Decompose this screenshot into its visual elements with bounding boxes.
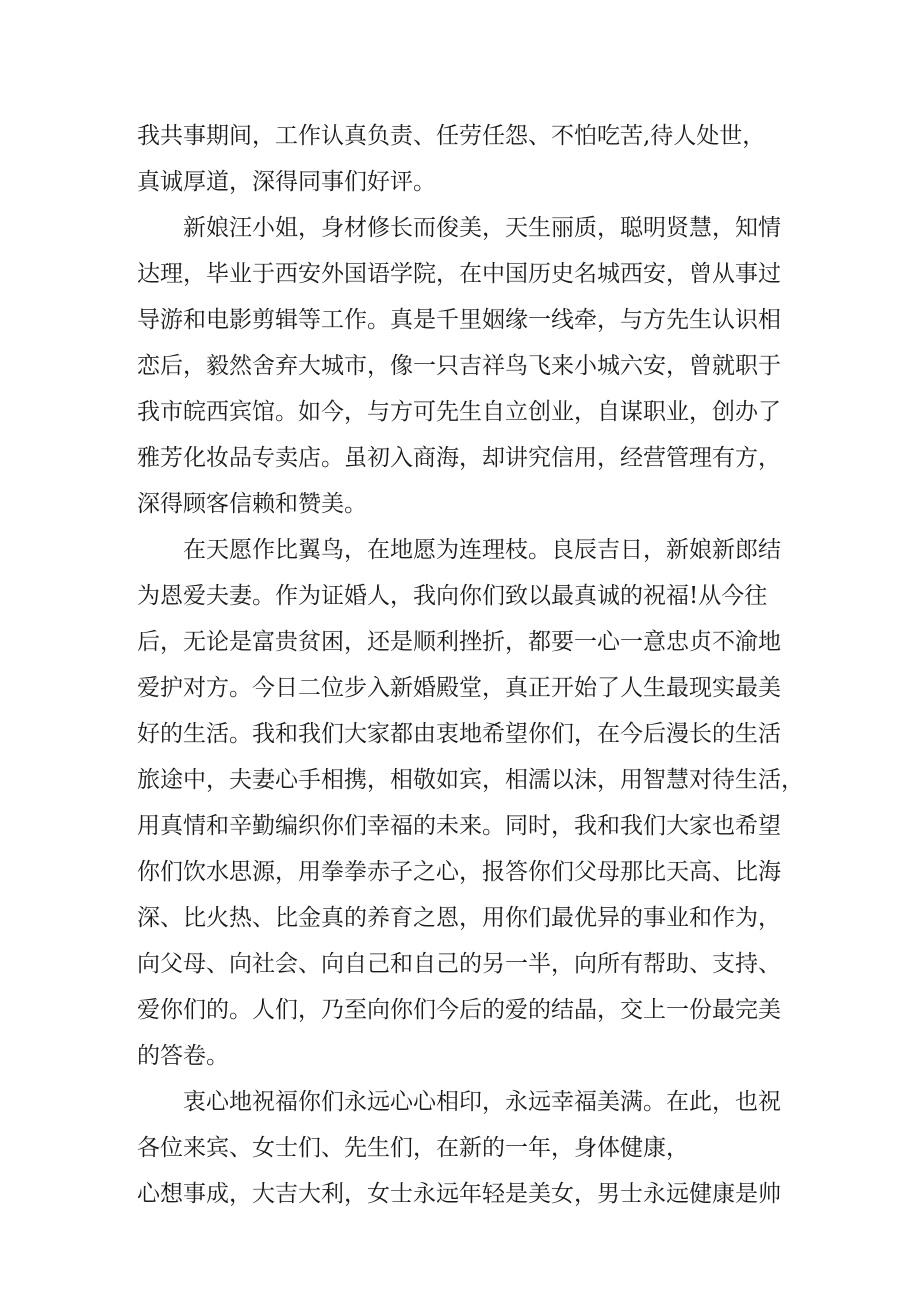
- paragraph-3-line-6: 旅途中，夫妻心手相携，相敬如宾，相濡以沫，用智慧对待生活，: [137, 767, 804, 793]
- paragraph-2-line-4: 恋后，毅然舍弃大城市，像一只吉祥鸟飞来小城六安，曾就职于: [137, 353, 781, 379]
- paragraph-1-line-2: 真诚厚道，深得同事们好评。: [137, 169, 436, 195]
- paragraph-3-line-12: 的答卷。: [137, 1043, 229, 1069]
- paragraph-3-line-1: 在天愿作比翼鸟，在地愿为连理枝。良辰吉日，新娘新郎结: [183, 537, 781, 563]
- paragraph-4-line-2: 各位来宾、女士们、先生们，在新的一年，身体健康，: [137, 1135, 689, 1161]
- paragraph-3-line-5: 好的生活。我和我们大家都由衷地希望你们，在今后漫长的生活: [137, 721, 781, 747]
- paragraph-2-line-3: 导游和电影剪辑等工作。真是千里姻缘一线牵，与方先生认识相: [137, 307, 781, 333]
- paragraph-3-line-3: 后，无论是富贵贫困，还是顺利挫折，都要一心一意忠贞不渝地: [137, 629, 781, 655]
- paragraph-1-line-1: 我共事期间，工作认真负责、任劳任怨、不怕吃苦,待人处世，: [137, 123, 766, 149]
- paragraph-3-line-7: 用真情和辛勤编织你们幸福的未来。同时，我和我们大家也希望: [137, 813, 781, 839]
- document-body: [137, 113, 804, 1217]
- paragraph-2-line-1: 新娘汪小姐，身材修长而俊美，天生丽质，聪明贤慧，知情: [183, 215, 781, 241]
- paragraph-4-line-3: 心想事成，大吉大利，女士永远年轻是美女，男士永远健康是帅: [137, 1181, 781, 1207]
- paragraph-2-line-2: 达理，毕业于西安外国语学院，在中国历史名城西安，曾从事过: [137, 261, 781, 287]
- paragraph-2-line-6: 雅芳化妆品专卖店。虽初入商海，却讲究信用，经营管理有方，: [137, 445, 781, 471]
- paragraph-3-line-2: 为恩爱夫妻。作为证婚人，我向你们致以最真诚的祝福!从今往: [137, 583, 768, 609]
- paragraph-4-line-1: 衷心地祝福你们永远心心相印，永远幸福美满。在此，也祝: [183, 1089, 781, 1115]
- paragraph-3-line-10: 向父母、向社会、向自己和自己的另一半，向所有帮助、支持、: [137, 951, 781, 977]
- paragraph-3-line-11: 爱你们的。人们，乃至向你们今后的爱的结晶，交上一份最完美: [137, 997, 781, 1023]
- paragraph-2-line-7: 深得顾客信赖和赞美。: [137, 491, 367, 517]
- paragraph-3-line-8: 你们饮水思源，用拳拳赤子之心，报答你们父母那比天高、比海: [137, 859, 781, 885]
- paragraph-3-line-9: 深、比火热、比金真的养育之恩，用你们最优异的事业和作为，: [137, 905, 781, 931]
- paragraph-3-line-4: 爱护对方。今日二位步入新婚殿堂，真正开始了人生最现实最美: [137, 675, 781, 701]
- paragraph-2-line-5: 我市皖西宾馆。如今，与方可先生自立创业，自谋职业，创办了: [137, 399, 781, 425]
